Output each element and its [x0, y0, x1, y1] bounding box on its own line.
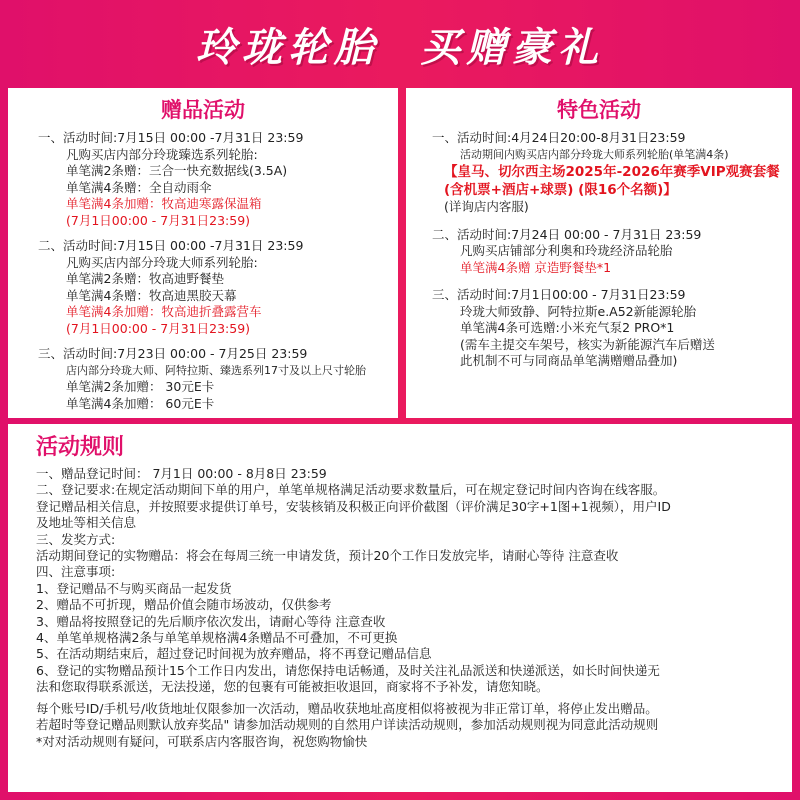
gift-s2-tier4: 单笔满4条赠：牧高迪黑胶天幕 [66, 287, 237, 303]
featured-s3-gift: 单笔满4条可选赠:小米充气泵2 PRO*1 [460, 320, 675, 335]
featured-s2-scope: 凡购买店铺部分利奥和玲珑经济品轮胎 [460, 243, 673, 258]
gift-s1-tier4: 单笔满4条赠：全自动雨伞 [66, 179, 212, 195]
banner-brand: 玲珑轮胎 [196, 24, 380, 71]
featured-s3-condition: (需车主提交车架号，核实为新能源汽车后赠送 [460, 336, 715, 352]
featured-s3-time: 三、活动时间:7月1日00:00 - 7月31日23:59 [432, 287, 686, 302]
rules-line: 一、赠品登记时间： 7月1日 00:00 - 8月8日 23:59 [36, 466, 327, 481]
rules-line: 活动期间登记的实物赠品：将会在每周三统一申请发货，预计20个工作日发放完毕，请耐心等待 注意查收 [36, 548, 619, 564]
rules-line: 及地址等相关信息 [36, 515, 137, 531]
gift-s2-tier2: 单笔满2条赠：牧高迪野餐垫 [66, 271, 224, 286]
featured-s1-time: 一、活动时间:4月24日20:00-8月31日23:59 [432, 130, 686, 145]
gift-s1-scope: 凡购买店内部分玲珑臻选系列轮胎: [66, 146, 258, 162]
rules-card [8, 424, 792, 792]
featured-s1-note: (详询店内客服) [444, 199, 529, 214]
rules-line: 若超时等登记赠品则默认放弃奖品" 请参加活动规则的自然用户详读活动规则，参加活动规则视为同意此活动规则 [36, 717, 659, 733]
featured-s3-scope: 玲珑大师致静、阿特拉斯e.A52新能源轮胎 [460, 303, 697, 319]
gift-s2-bonus-period: (7月1日00:00 - 7月31日23:59) [66, 320, 251, 336]
rules-line: 三、发奖方式: [36, 531, 116, 547]
rules-line: 5、在活动期结束后，超过登记时间视为放弃赠品，将不再登记赠品信息 [36, 646, 432, 662]
rules-line: *对对活动规则有疑问，可联系店内客服咨询，祝您购物愉快 [36, 733, 368, 749]
rules-title: 活动规则 [36, 435, 125, 460]
rules-line: 1、登记赠品不与购买商品一起发货 [36, 580, 232, 596]
rules-line: 每个账号ID/手机号/收货地址仅限参加一次活动，赠品收获地址高度相似将被视为非正常订单，将停止发出赠品。 [36, 700, 658, 716]
featured-s1-vip-package: 【皇马、切尔西主场2025年-2026年赛季VIP观赛套餐(含机票+酒店+球票) (限16个名额)】 [444, 164, 780, 198]
gift-s2-scope: 凡购买店内部分玲珑大师系列轮胎: [66, 254, 258, 270]
rules-body [8, 466, 792, 750]
gift-s1-bonus: 单笔满4条加赠：牧高迪寒露保温箱 [66, 196, 262, 211]
rules-line: 登记赠品相关信息，并按照要求提供订单号，安装核销及积极正向评价截图（评价满足30字+1图+1视频），用户ID [36, 498, 671, 514]
rules-line: 二、登记要求:在规定活动期间下单的用户，单笔单规格满足活动要求数量后，可在规定登记时间内咨询在线客服。 [36, 482, 666, 498]
gift-section-2 [8, 238, 398, 337]
featured-activity-card [406, 88, 792, 418]
rules-line: 4、单笔单规格满2条与单笔单规格满4条赠品不可叠加，不可更换 [36, 630, 398, 646]
rules-line: 法和您取得联系派送，无法投递，您的包裹有可能被拒收退回，商家将不予补发，请您知晓。 [36, 679, 549, 695]
featured-s2-time: 二、活动时间:7月24日 00:00 - 7月31日 23:59 [432, 226, 702, 242]
featured-section-3 [406, 287, 792, 370]
gift-activity-card [8, 88, 398, 418]
gift-activity-title: 赠品活动 [161, 98, 245, 122]
rules-line: 四、注意事项: [36, 564, 116, 580]
featured-s2-gift: 单笔满4条赠 京造野餐垫*1 [460, 259, 612, 275]
rules-line: 3、赠品将按照登记的先后顺序依次发出，请耐心等待 注意查收 [36, 613, 386, 629]
featured-s1-scope: 活动期间内购买店内部分玲珑大师系列轮胎(单笔满4条) [460, 147, 729, 161]
featured-section-1 [406, 130, 792, 216]
gift-s2-time: 二、活动时间:7月15日 00:00 -7月31日 23:59 [38, 238, 304, 253]
gift-section-3 [8, 346, 398, 412]
rules-line: 6、登记的实物赠品预计15个工作日内发出，请您保持电话畅通，及时关注礼品派送和快递派送，如长时间快递无 [36, 662, 660, 678]
gift-s3-scope: 店内部分玲珑大师、阿特拉斯、臻选系列17寸及以上尺寸轮胎 [66, 363, 366, 377]
gift-s3-tier2: 单笔满2条加赠： 30元E卡 [66, 379, 215, 394]
banner-slogan: 买赠豪礼 [420, 24, 604, 71]
gift-s1-tier2: 单笔满2条赠：三合一快充数据线(3.5A) [66, 163, 288, 178]
featured-s3-restriction: 此机制不可与同商品单笔满赠赠品叠加) [460, 353, 678, 368]
featured-activity-title: 特色活动 [557, 98, 641, 122]
gift-section-1 [8, 130, 398, 229]
header-banner [0, 0, 800, 88]
banner-title [196, 16, 604, 73]
rules-line: 2、赠品不可折现，赠品价值会随市场波动，仅供参考 [36, 597, 332, 613]
gift-s3-tier4: 单笔满4条加赠： 60元E卡 [66, 395, 215, 411]
gift-s3-time: 三、活动时间:7月23日 00:00 - 7月25日 23:59 [38, 346, 308, 361]
gift-s1-time: 一、活动时间:7月15日 00:00 -7月31日 23:59 [38, 130, 304, 145]
gift-s1-bonus-period: (7月1日00:00 - 7月31日23:59) [66, 212, 251, 228]
gift-s2-bonus: 单笔满4条加赠：牧高迪折叠露营车 [66, 304, 262, 319]
featured-section-2 [406, 227, 792, 277]
